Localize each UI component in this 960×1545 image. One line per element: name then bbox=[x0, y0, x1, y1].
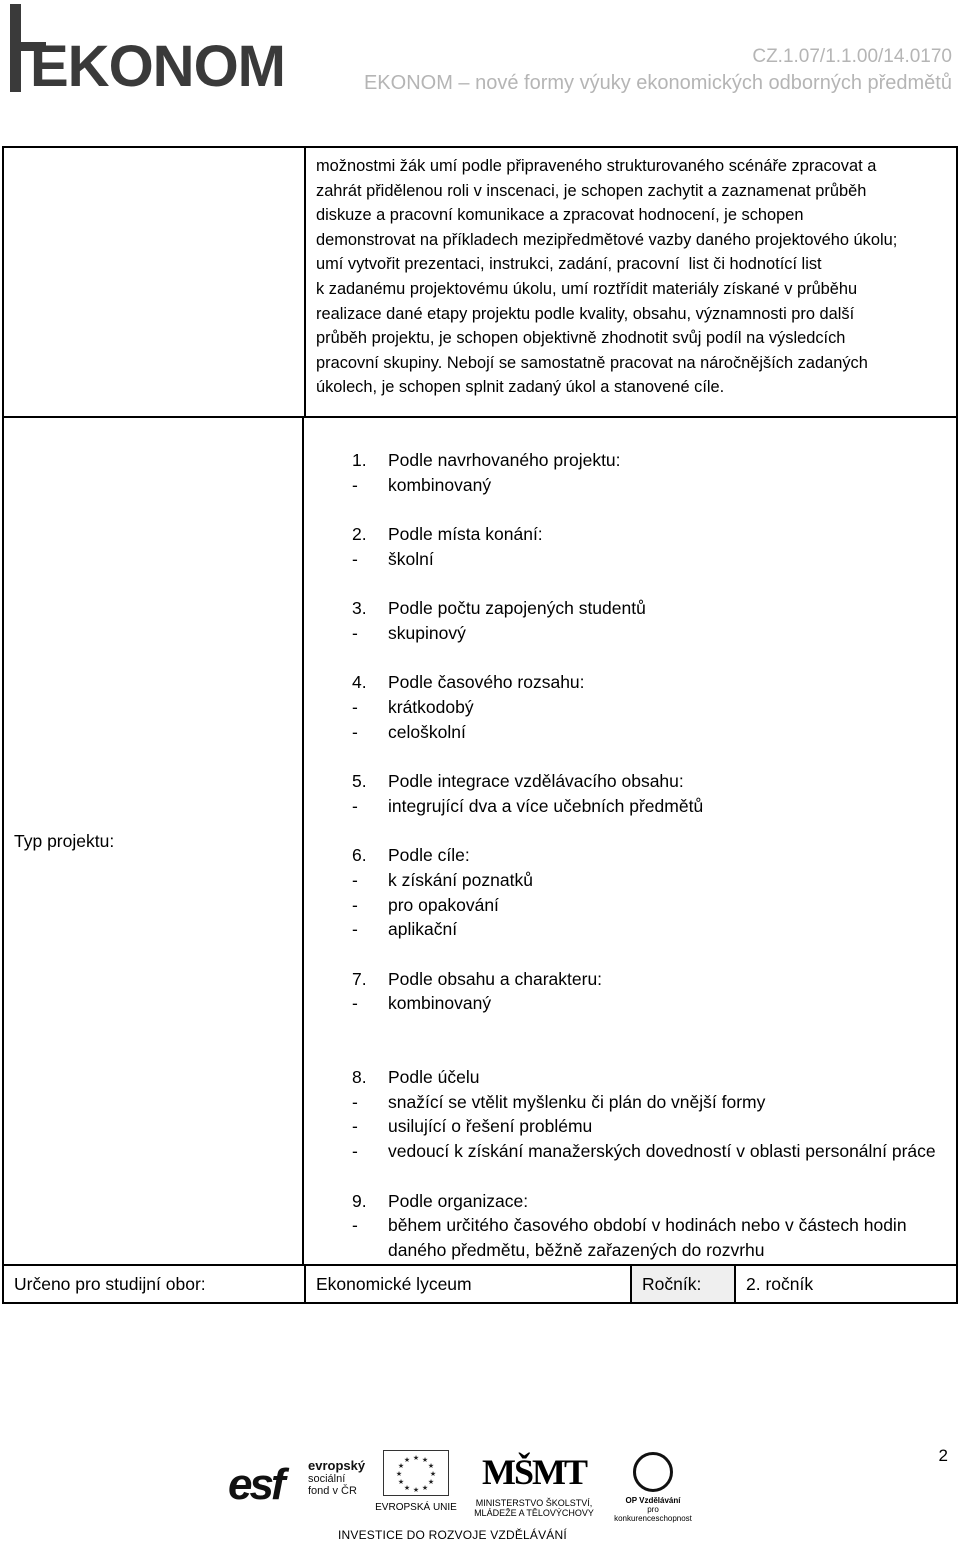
grade-label: Ročník: bbox=[632, 1266, 736, 1302]
list-dash: - bbox=[352, 548, 358, 569]
table-row-study-field bbox=[2, 1264, 958, 1304]
list-subitem: celoškolní bbox=[388, 721, 466, 742]
invest-slogan: INVESTICE DO ROZVOJE VZDĚLÁVÁNÍ bbox=[338, 1528, 567, 1542]
esf-mark: esf bbox=[228, 1460, 283, 1509]
study-field-value: Ekonomické lyceum bbox=[306, 1266, 632, 1302]
list-subitem: skupinový bbox=[388, 622, 466, 643]
list-title: Podle časového rozsahu: bbox=[388, 672, 585, 693]
svg-text:★: ★ bbox=[427, 1462, 435, 1470]
project-type-list bbox=[306, 418, 956, 1263]
list-item bbox=[352, 967, 956, 1016]
svg-text:★: ★ bbox=[403, 1484, 411, 1492]
list-title: Podle cíle: bbox=[388, 845, 470, 866]
list-title: Podle obsahu a charakteru: bbox=[388, 968, 603, 989]
svg-text:★: ★ bbox=[412, 1454, 420, 1462]
list-number: 3. bbox=[352, 598, 367, 619]
list-dash: - bbox=[352, 721, 358, 742]
list-subitem: kombinovaný bbox=[388, 474, 492, 495]
svg-text:★: ★ bbox=[397, 1478, 405, 1486]
esf-logo bbox=[228, 1454, 368, 1516]
list-dash: - bbox=[352, 919, 358, 940]
logo-text: EKONOM bbox=[30, 34, 285, 99]
table-row-competences bbox=[2, 146, 958, 416]
competences-label-cell bbox=[4, 148, 306, 416]
list-title: Podle počtu zapojených studentů bbox=[388, 598, 646, 619]
project-type-label: Typ projektu: bbox=[4, 418, 304, 1264]
list-subitem: aplikační bbox=[388, 919, 458, 940]
svg-text:★: ★ bbox=[403, 1456, 411, 1464]
list-title: Podle organizace: bbox=[388, 1190, 529, 1211]
page-header bbox=[0, 0, 960, 110]
study-field-label: Určeno pro studijní obor: bbox=[4, 1266, 306, 1302]
list-title: Podle místa konání: bbox=[388, 524, 543, 545]
list-number: 7. bbox=[352, 968, 367, 989]
list-subitem: školní bbox=[388, 548, 434, 569]
list-item bbox=[352, 448, 956, 497]
opvk-text bbox=[608, 1496, 698, 1523]
msmt-line: MINISTERSTVO ŠKOLSTVÍ, bbox=[475, 1498, 593, 1508]
msmt-logo bbox=[464, 1450, 604, 1520]
list-number: 5. bbox=[352, 771, 367, 792]
table-row-project-type bbox=[2, 416, 958, 1264]
list-subitem: vedoucí k získání manažerských dovedností v oblasti personální práce bbox=[388, 1141, 936, 1162]
list-subitem: pro opakování bbox=[388, 894, 499, 915]
list-item bbox=[352, 596, 956, 645]
svg-text:★: ★ bbox=[421, 1456, 429, 1464]
list-dash: - bbox=[352, 894, 358, 915]
text-line: průběh projektu, je schopen objektivně zhodnotit svůj podíl na výsledcích bbox=[316, 329, 846, 348]
text-line: k zadanému projektovému úkolu, umí roztřídit materiály získané v průběhu bbox=[316, 279, 858, 298]
opvk-logo bbox=[608, 1450, 698, 1523]
svg-text:★: ★ bbox=[421, 1484, 429, 1492]
text-line: umí vytvořit prezentaci, instrukci, zadání, pracovní list či hodnotící list bbox=[316, 255, 822, 274]
list-subitem: snažící se vtělit myšlenku či plán do vnější formy bbox=[388, 1091, 766, 1112]
list-dash: - bbox=[352, 869, 358, 890]
list-dash: - bbox=[352, 622, 358, 643]
project-table bbox=[2, 146, 958, 1304]
text-line: diskuze a pracovní komunikace a zpracovat hodnocení, je schopen bbox=[316, 206, 804, 225]
list-number: 6. bbox=[352, 845, 367, 866]
svg-text:★: ★ bbox=[429, 1470, 437, 1478]
list-number: 8. bbox=[352, 1067, 367, 1088]
grade-value: 2. ročník bbox=[746, 1273, 814, 1294]
list-dash: - bbox=[352, 474, 358, 495]
list-item bbox=[352, 843, 956, 942]
svg-text:★: ★ bbox=[395, 1470, 403, 1478]
list-subitem: integrující dva a více učebních předmětů bbox=[388, 795, 704, 816]
esf-line: sociální bbox=[308, 1473, 346, 1485]
list-item bbox=[352, 522, 956, 571]
opvk-line: OP Vzdělávání bbox=[625, 1496, 681, 1505]
text-line: úkolech, je schopen splnit zadaný úkol a stanovené cíle. bbox=[316, 378, 725, 397]
text-line: zahrát přidělenou roli v inscenaci, je schopen zachytit a zaznamenat průběh bbox=[316, 181, 867, 200]
list-title: Podle integrace vzdělávacího obsahu: bbox=[388, 771, 684, 792]
list-number: 1. bbox=[352, 450, 367, 470]
list-subitem: během určitého časového období v hodinách nebo v částech hodin daného předmětu, běžně zařazených do rozvrhu bbox=[388, 1215, 907, 1260]
list-title: Podle účelu bbox=[388, 1067, 480, 1088]
text-line: možnostmi žák umí podle připraveného strukturovaného scénáře zpracovat a bbox=[316, 157, 877, 175]
list-item bbox=[352, 1065, 956, 1164]
list-number: 4. bbox=[352, 672, 367, 693]
list-number: 9. bbox=[352, 1190, 367, 1211]
list-dash: - bbox=[352, 1116, 358, 1137]
list-title: Podle navrhovaného projektu: bbox=[388, 450, 621, 470]
page-number: 2 bbox=[938, 1446, 948, 1465]
list-subitem: krátkodobý bbox=[388, 696, 474, 717]
list-dash: - bbox=[352, 795, 358, 816]
msmt-text bbox=[464, 1498, 604, 1518]
text-line: demonstrovat na příkladech mezipředmětové vazby daného projektového úkolu; bbox=[316, 230, 898, 249]
list-subitem: kombinovaný bbox=[388, 993, 492, 1014]
eu-logo bbox=[374, 1450, 458, 1520]
list-dash: - bbox=[352, 696, 358, 717]
ekonom-logo bbox=[10, 4, 290, 99]
svg-text:★: ★ bbox=[427, 1478, 435, 1486]
svg-text:★: ★ bbox=[397, 1462, 405, 1470]
eu-text: EVROPSKÁ UNIE bbox=[375, 1502, 457, 1513]
list-subitem: k získání poznatků bbox=[388, 869, 533, 890]
list-dash: - bbox=[352, 1091, 358, 1112]
text-line: pracovní skupiny. Nebojí se samostatně pracovat na náročnějších zadaných bbox=[316, 353, 868, 372]
competences-text bbox=[306, 148, 956, 400]
esf-text bbox=[308, 1460, 365, 1497]
opvk-emblem-icon bbox=[633, 1452, 673, 1492]
esf-line: evropský bbox=[308, 1458, 366, 1473]
list-number: 2. bbox=[352, 524, 367, 545]
list-subitem: usilující o řešení problému bbox=[388, 1116, 593, 1137]
msmt-line: MLÁDEŽE A TĚLOVÝCHOVY bbox=[474, 1508, 594, 1518]
esf-line: fond v ČR bbox=[308, 1485, 357, 1497]
msmt-mark: MŠMT bbox=[482, 1452, 586, 1492]
list-dash: - bbox=[352, 993, 358, 1014]
list-dash: - bbox=[352, 1141, 358, 1162]
list-item bbox=[352, 670, 956, 744]
project-title: EKONOM – nové formy výuky ekonomických odborných předmětů bbox=[363, 72, 952, 94]
text-line: realizace dané etapy projektu podle kvality, obsahu, významnosti pro další bbox=[316, 304, 855, 323]
list-item bbox=[352, 769, 956, 818]
list-dash: - bbox=[352, 1215, 358, 1236]
project-code: CZ.1.07/1.1.00/14.0170 bbox=[752, 46, 952, 67]
list-item bbox=[352, 1189, 956, 1263]
opvk-line: pro konkurenceschopnost bbox=[614, 1505, 692, 1523]
svg-text:★: ★ bbox=[412, 1486, 420, 1494]
eu-flag-icon bbox=[383, 1450, 449, 1496]
footer-logos bbox=[228, 1450, 698, 1542]
